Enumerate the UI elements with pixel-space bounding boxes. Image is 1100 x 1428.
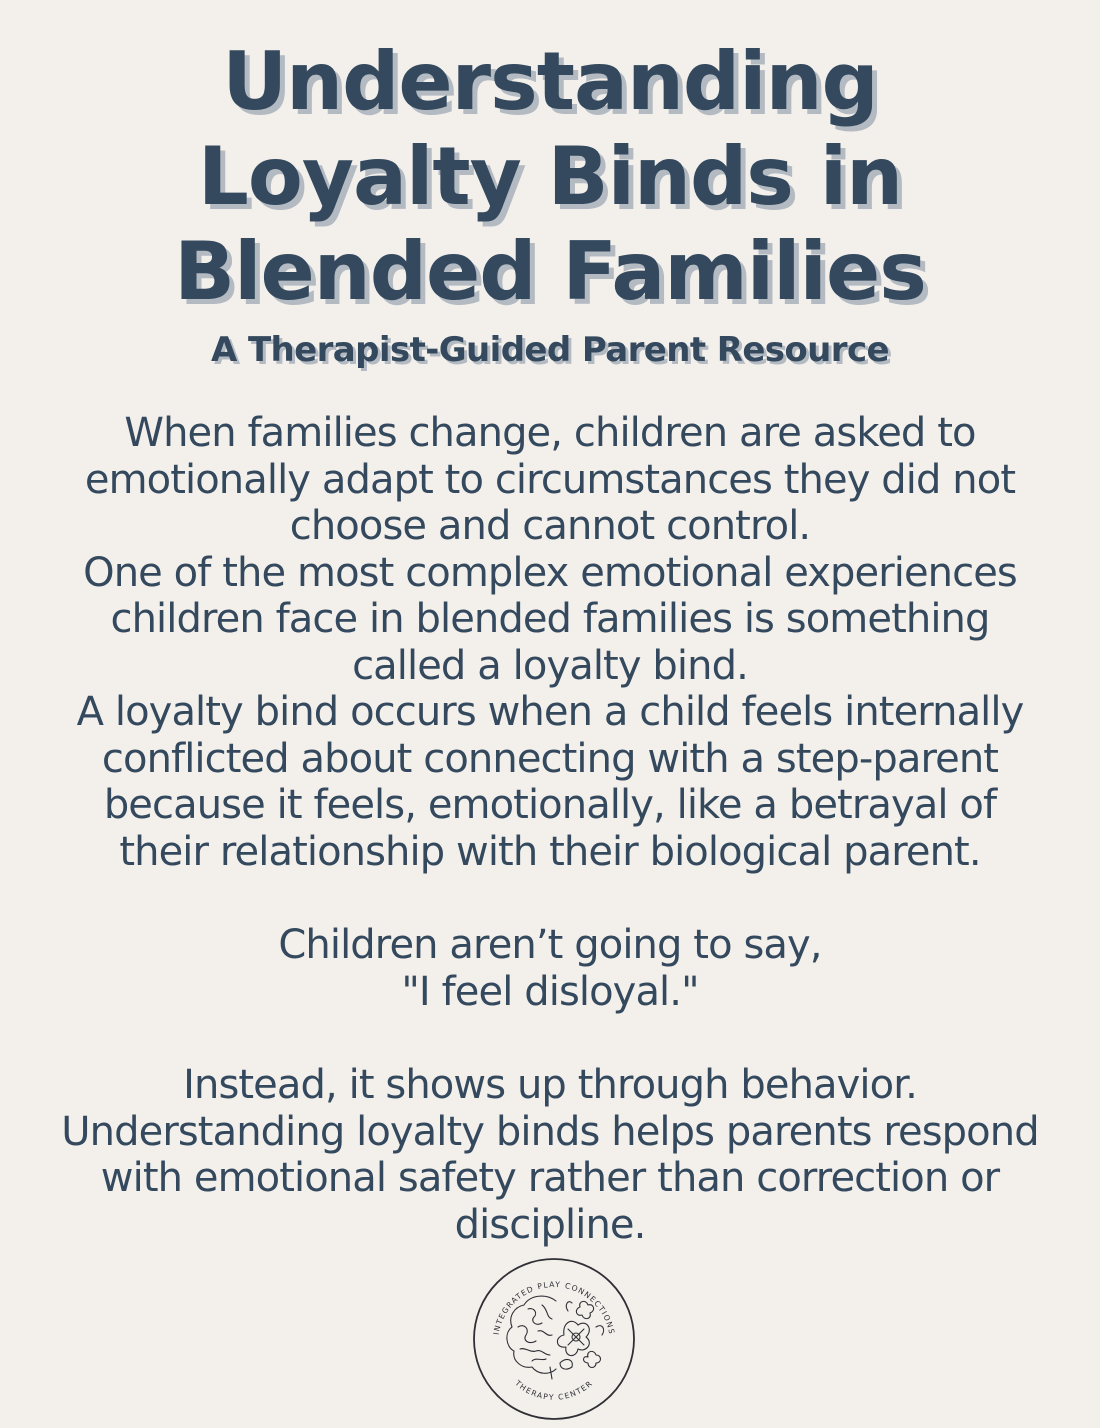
quote-line: Children aren’t going to say, bbox=[278, 922, 822, 968]
quote-paragraph bbox=[0, 922, 1100, 1015]
intro-line: their relationship with their biological parent. bbox=[119, 828, 981, 875]
intro-line: emotionally adapt to circumstances they did not bbox=[84, 456, 1016, 503]
closing-line: Instead, it shows up through behavior. bbox=[183, 1062, 917, 1108]
page-subtitle: A Therapist-Guided Parent Resource bbox=[211, 330, 889, 370]
logo-bottom-text-path: THERAPY CENTER bbox=[513, 1378, 595, 1402]
intro-line: conflicted about connecting with a step-parent bbox=[101, 735, 999, 782]
intro-line: called a loyalty bind. bbox=[352, 642, 748, 689]
page-title bbox=[0, 34, 1100, 319]
intro-line: One of the most complex emotional experiences bbox=[83, 549, 1017, 596]
logo-bottom-text bbox=[513, 1378, 595, 1402]
closing-paragraph bbox=[0, 1062, 1100, 1248]
title-line-3: Blended Families bbox=[174, 225, 926, 318]
closing-line: with emotional safety rather than correction or bbox=[100, 1155, 1000, 1201]
title-line-2: Loyalty Binds in bbox=[197, 130, 903, 223]
closing-line: Understanding loyalty binds helps parents respond bbox=[61, 1108, 1039, 1155]
intro-line: because it feels, emotionally, like a betrayal of bbox=[103, 782, 997, 828]
therapy-center-logo bbox=[472, 1257, 636, 1421]
intro-paragraph bbox=[0, 410, 1100, 875]
intro-line: choose and cannot control. bbox=[289, 503, 811, 549]
intro-line: children face in blended families is something bbox=[110, 596, 990, 642]
logo-top-text bbox=[492, 1280, 617, 1336]
title-line-1: Understanding bbox=[222, 35, 878, 128]
brain-flower-icon bbox=[507, 1296, 604, 1379]
logo-top-text-path: INTEGRATED PLAY CONNECTIONS bbox=[491, 1279, 617, 1336]
intro-line: A loyalty bind occurs when a child feels internally bbox=[76, 689, 1024, 735]
closing-line: discipline. bbox=[454, 1201, 646, 1248]
quote-line: "I feel disloyal." bbox=[401, 968, 699, 1015]
intro-line: When families change, children are asked to bbox=[124, 410, 976, 456]
